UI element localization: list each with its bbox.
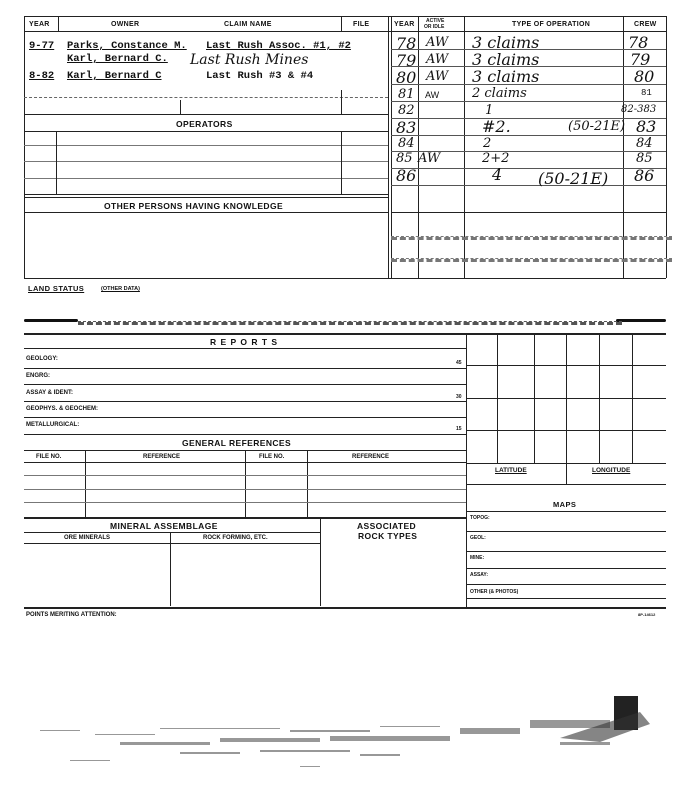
mineral-assemblage-heading: MINERAL ASSEMBLAGE — [110, 521, 218, 531]
other-persons-heading: OTHER PERSONS HAVING KNOWLEDGE — [104, 201, 284, 211]
activity-9-year: 86 — [396, 166, 417, 185]
report-geology-num: 45 — [456, 360, 462, 366]
activity-3-crew: 80 — [634, 67, 655, 86]
maps-assay: ASSAY: — [470, 572, 489, 578]
maps-other: OTHER (& PHOTOS) — [470, 589, 519, 595]
col-or-idle: OR IDLE — [424, 24, 445, 30]
report-geophys: GEOPHYS. & GEOCHEM: — [26, 406, 99, 412]
activity-9-crew: 86 — [634, 166, 655, 185]
activity-3-operation: 3 claims — [472, 67, 540, 86]
activity-2-status: AW — [426, 52, 449, 67]
activity-1-year: 78 — [396, 34, 417, 53]
report-assay-num: 30 — [456, 394, 462, 400]
report-geology: GEOLOGY: — [26, 356, 58, 362]
owner-row-3-claim: Last Rush #3 & #4 — [206, 70, 314, 82]
col-year: YEAR — [29, 21, 50, 28]
activity-7-year: 84 — [398, 136, 415, 151]
col-active: ACTIVE — [426, 18, 445, 24]
col-owner: OWNER — [111, 21, 140, 28]
activity-5-operation: 1 — [485, 103, 494, 118]
activity-1-status: AW — [426, 35, 449, 50]
activity-6-year: 83 — [396, 118, 417, 137]
activity-4-year: 81 — [398, 87, 415, 102]
activity-9-note: (50-21E) — [538, 169, 609, 188]
activity-8-crew: 85 — [636, 151, 653, 166]
activity-3-year: 80 — [396, 68, 417, 87]
maps-heading: MAPS — [553, 500, 577, 509]
general-references-heading: GENERAL REFERENCES — [182, 438, 292, 448]
activity-8-status: AW — [418, 151, 441, 166]
activity-7-crew: 84 — [636, 136, 653, 151]
activity-5-crew: 82-383 — [621, 104, 657, 115]
report-engrg: ENGRG: — [26, 373, 50, 379]
activity-3-status: AW — [426, 69, 449, 84]
activity-4-operation: 2 claims — [472, 86, 527, 101]
maps-mine: MINE: — [470, 555, 485, 561]
ref-file-no-2: FILE NO. — [259, 454, 285, 460]
operators-heading: OPERATORS — [176, 119, 233, 129]
activity-1-crew: 78 — [628, 33, 649, 52]
activity-5-year: 82 — [398, 103, 415, 118]
activity-8-year: 85 — [396, 151, 413, 166]
ref-reference-2: REFERENCE — [352, 454, 390, 460]
maps-topog: TOPOG: — [470, 515, 490, 521]
land-status-heading: LAND STATUS — [28, 284, 85, 293]
ref-file-no-1: FILE NO. — [36, 454, 62, 460]
associated-rock-types-1: ASSOCIATED — [357, 521, 417, 531]
col-claim-name: CLAIM NAME — [224, 21, 272, 28]
report-assay: ASSAY & IDENT: — [26, 390, 74, 396]
activity-7-operation: 2 — [483, 136, 492, 151]
owner-row-2-claim: Last Rush Mines — [190, 52, 309, 68]
report-metallurgical-num: 15 — [456, 426, 462, 432]
ref-reference-1: REFERENCE — [143, 454, 181, 460]
col-crew: CREW — [634, 21, 657, 28]
activity-8-operation: 2+2 — [482, 151, 510, 166]
scan-noise — [0, 690, 678, 808]
activity-6-note: (50-21E) — [568, 119, 626, 134]
activity-4-crew: 81 — [641, 88, 652, 98]
col-file: FILE — [353, 21, 370, 28]
reports-heading: R E P O R T S — [210, 337, 279, 347]
ore-minerals-label: ORE MINERALS — [64, 535, 111, 541]
latitude-label: LATITUDE — [495, 467, 527, 474]
land-status-sub: (OTHER DATA) — [101, 286, 140, 292]
owner-row-3-owner: Karl, Bernard C — [67, 70, 162, 82]
col-year-2: YEAR — [394, 21, 415, 28]
activity-2-operation: 3 claims — [472, 50, 540, 69]
activity-4-status: AW — [425, 90, 440, 100]
activity-6-operation: #2. — [482, 117, 511, 136]
owner-row-3-year: 8-82 — [29, 70, 55, 82]
maps-geol: GEOL: — [470, 535, 486, 541]
activity-2-year: 79 — [396, 51, 417, 70]
activity-9-operation: 4 — [492, 165, 503, 184]
rock-forming-label: ROCK FORMING, ETC. — [203, 535, 268, 541]
owner-row-1-year: 9-77 — [29, 40, 55, 52]
associated-rock-types-2: ROCK TYPES — [358, 531, 418, 541]
col-type-of-operation: TYPE OF OPERATION — [512, 21, 591, 28]
form-number: 8P-14612 — [638, 612, 656, 617]
report-metallurgical: METALLURGICAL: — [26, 422, 80, 428]
activity-2-crew: 79 — [630, 50, 651, 69]
activity-1-operation: 3 claims — [472, 33, 540, 52]
activity-6-crew: 83 — [636, 117, 657, 136]
owner-row-1-owner: Parks, Constance M. — [67, 40, 187, 52]
longitude-label: LONGITUDE — [592, 467, 631, 474]
owner-row-1-claim: Last Rush Assoc. #1, #2 — [206, 40, 351, 52]
owner-row-2-owner: Karl, Bernard C. — [67, 53, 168, 65]
points-meriting-attention: POINTS MERITING ATTENTION: — [26, 612, 117, 618]
